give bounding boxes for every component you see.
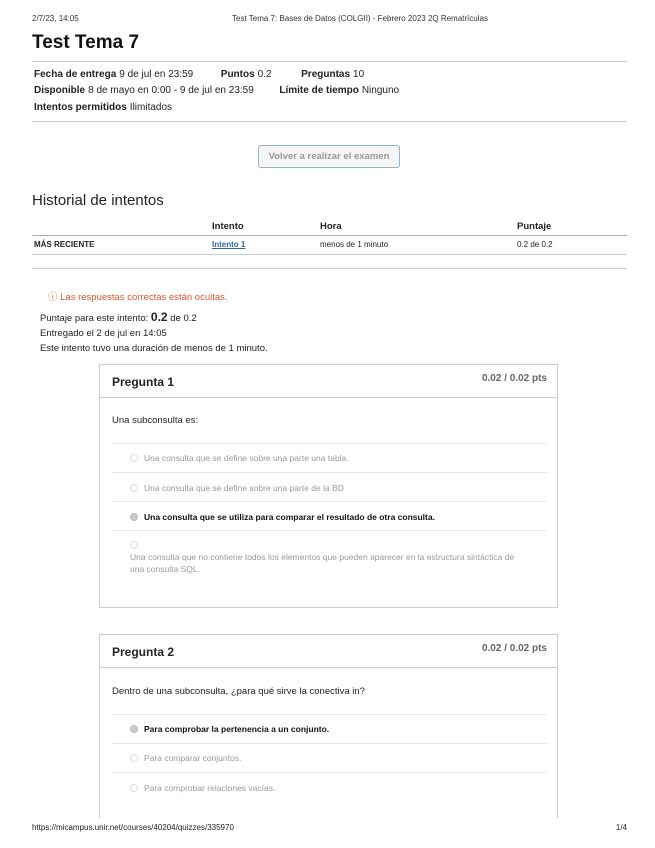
question-points: 0.02 / 0.02 pts	[481, 373, 547, 384]
print-doc-title: Test Tema 7: Bases de Datos (COLGII) - Febrero 2023 2Q Rematrículas	[232, 14, 488, 23]
retake-quiz-button[interactable]: Volver a realizar el examen	[258, 145, 400, 168]
meta-row-3	[34, 102, 172, 113]
history-title: Historial de intentos	[32, 192, 164, 209]
attempts-label: Intentos permitidos	[34, 102, 127, 113]
due-label: Fecha de entrega	[34, 69, 117, 80]
available-value: 8 de mayo en 0:00 - 9 de jul en 23:59	[88, 85, 254, 96]
radio-selected-icon	[130, 513, 138, 521]
divider	[32, 268, 627, 269]
answer-text: Una consulta que se define sobre una parte de la BD	[144, 483, 344, 493]
score-label: Puntaje para este intento:	[40, 313, 149, 324]
answer-option-selected[interactable]	[130, 511, 527, 523]
separator	[112, 501, 547, 502]
answer-option[interactable]	[130, 482, 527, 494]
question-card-2	[99, 634, 558, 834]
question-title: Pregunta 1	[112, 375, 175, 389]
submitted-text: Entregado el 2 de jul en 14:05	[40, 328, 167, 339]
answer-text: Una consulta que no contiene todos los elementos que pueden aparecer en la estructura sintáctica de una consulta SQL.	[130, 552, 515, 574]
meta-row-2	[34, 85, 399, 96]
points-value: 0.2	[257, 69, 272, 80]
divider	[32, 254, 627, 255]
points-label: Puntos	[220, 69, 255, 80]
question-points: 0.02 / 0.02 pts	[481, 643, 547, 654]
available-label: Disponible	[34, 85, 86, 96]
table-header-divider	[32, 235, 627, 236]
row-score: 0.2 de 0.2	[517, 240, 553, 249]
attempt-link[interactable]: Intento 1	[212, 240, 246, 249]
question-text: Dentro de una subconsulta, ¿para qué sirve la conectiva in?	[112, 686, 365, 697]
radio-icon	[130, 454, 138, 462]
answer-option-selected[interactable]	[130, 723, 527, 735]
radio-icon	[130, 541, 138, 549]
page-number: 1/4	[615, 823, 627, 832]
questions-value: 10	[353, 69, 365, 80]
answer-text: Para comparar conjuntos.	[144, 753, 242, 763]
separator	[112, 743, 547, 744]
print-datetime: 2/7/23, 14:05	[32, 14, 79, 23]
answer-text: Para comprobar relaciones vacías.	[144, 783, 276, 793]
time-limit-value: Ninguno	[361, 85, 400, 96]
answer-text: Una consulta que se define sobre una parte una tabla.	[144, 453, 349, 463]
answer-text: Para comprobar la pertenencia a un conjunto.	[144, 724, 330, 734]
footer-url: https://micampus.unir.net/courses/40204/quizzes/335970	[32, 823, 234, 832]
answer-option[interactable]	[130, 452, 527, 464]
due-value: 9 de jul en 23:59	[119, 69, 194, 80]
warning-icon: ⓘ	[48, 292, 61, 303]
question-title: Pregunta 2	[112, 645, 175, 659]
separator	[112, 714, 547, 715]
questions-label: Preguntas	[301, 69, 351, 80]
radio-icon	[130, 484, 138, 492]
col-header-time: Hora	[320, 221, 342, 232]
duration-text: Este intento tuvo una duración de menos de 1 minuto.	[40, 343, 268, 354]
radio-icon	[130, 754, 138, 762]
attempt-score	[40, 310, 197, 324]
row-time: menos de 1 minuto	[320, 240, 389, 249]
meta-row-1	[34, 69, 364, 80]
answer-text: Una consulta que se utiliza para comparar el resultado de otra consulta.	[144, 512, 435, 522]
attempts-value: Ilimitados	[129, 102, 173, 113]
separator	[112, 472, 547, 473]
divider	[32, 121, 627, 122]
score-value: 0.2	[150, 310, 168, 324]
question-card-1	[99, 364, 558, 608]
row-label: MÁS RECIENTE	[34, 240, 95, 249]
time-limit-label: Límite de tiempo	[279, 85, 359, 96]
answer-option[interactable]	[130, 782, 527, 794]
answer-option[interactable]	[130, 539, 527, 575]
page-title: Test Tema 7	[32, 32, 140, 53]
separator	[112, 772, 547, 773]
col-header-attempt: Intento	[212, 221, 244, 232]
radio-selected-icon	[130, 725, 138, 733]
divider	[32, 61, 627, 62]
separator	[112, 443, 547, 444]
col-header-score: Puntaje	[517, 221, 552, 232]
score-of: de 0.2	[170, 313, 197, 324]
answer-option[interactable]	[130, 752, 527, 764]
answers-hidden-warning	[48, 289, 228, 303]
warning-text: Las respuestas correctas están ocultas.	[60, 292, 228, 303]
radio-icon	[130, 784, 138, 792]
separator	[112, 530, 547, 531]
question-text: Una subconsulta es:	[112, 415, 199, 426]
